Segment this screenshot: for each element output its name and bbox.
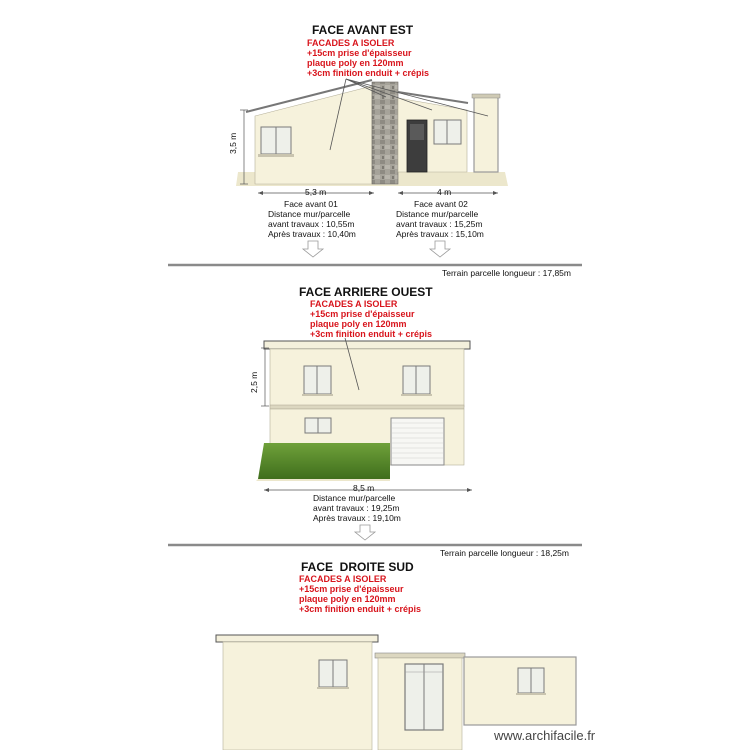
dim-arrow xyxy=(467,488,472,492)
note-line-3: plaque poly en 120mm xyxy=(310,319,407,329)
down-arrow-icon xyxy=(303,241,323,257)
info-line: Face avant 02 xyxy=(414,199,468,209)
note-line-1: FACADES A ISOLER xyxy=(299,574,387,584)
width-dim-label-1: 5,3 m xyxy=(305,187,327,197)
note-line-2: +15cm prise d'épaisseur xyxy=(310,309,415,319)
info-line: Distance mur/parcelle xyxy=(268,209,351,219)
dim-arrow xyxy=(369,191,374,195)
left-block-wall xyxy=(223,642,372,750)
right-block-wall xyxy=(474,96,498,172)
floor-band xyxy=(270,405,464,409)
info-line: Face avant 01 xyxy=(284,199,338,209)
front-door-glass xyxy=(410,124,424,140)
middle-block-cap xyxy=(375,653,465,658)
watermark: www.archifacile.fr xyxy=(494,728,596,743)
dim-arrow xyxy=(398,191,403,195)
section-face-arriere-ouest xyxy=(168,285,582,558)
terrain-length-ouest: Terrain parcelle longueur : 18,25m xyxy=(440,548,569,558)
note-line-3: plaque poly en 120mm xyxy=(299,594,396,604)
height-dimension-ouest xyxy=(249,348,269,406)
note-line-3: plaque poly en 120mm xyxy=(307,58,404,68)
terrain-length-est: Terrain parcelle longueur : 17,85m xyxy=(442,268,571,278)
section-face-droite-sud xyxy=(216,560,596,750)
info-block-ouest xyxy=(313,493,401,523)
width-dim-label-2: 4 m xyxy=(437,187,452,197)
info-line: avant travaux : 15,25m xyxy=(396,219,483,229)
house-elevation-est xyxy=(236,79,508,186)
dim-arrow xyxy=(264,488,269,492)
window-sill xyxy=(302,394,333,396)
info-line: Distance mur/parcelle xyxy=(396,209,479,219)
ground-strip xyxy=(256,479,390,481)
info-line: avant travaux : 10,55m xyxy=(268,219,355,229)
facade-note-ouest xyxy=(310,299,432,339)
info-line: avant travaux : 19,25m xyxy=(313,503,400,513)
grass-slope xyxy=(258,443,390,479)
info-line: Après travaux : 15,10m xyxy=(396,229,484,239)
height-dim-label: 3,5 m xyxy=(228,132,238,154)
stone-pillar xyxy=(372,82,398,184)
facade-note-sud xyxy=(299,574,421,614)
title-face-droite-sud: FACE DROITE SUD xyxy=(301,560,414,574)
info-block-face-avant-01 xyxy=(268,199,356,239)
note-line-4: +3cm finition enduit + crépis xyxy=(310,329,433,339)
roof-slab xyxy=(216,635,378,642)
window-left-sill xyxy=(258,154,294,157)
section-face-avant-est xyxy=(168,23,582,278)
right-block-cap xyxy=(472,94,500,98)
info-block-face-avant-02 xyxy=(396,199,484,239)
info-line: Distance mur/parcelle xyxy=(313,493,396,503)
width-dimension-ouest xyxy=(264,483,472,493)
note-line-1: FACADES A ISOLER xyxy=(310,299,398,309)
note-line-1: FACADES A ISOLER xyxy=(307,38,395,48)
note-line-2: +15cm prise d'épaisseur xyxy=(299,584,404,594)
down-arrow-icon xyxy=(355,525,375,540)
window-sill xyxy=(317,687,349,689)
title-face-arriere-ouest: FACE ARRIERE OUEST xyxy=(299,285,433,299)
facade-note-est xyxy=(307,38,429,78)
house-elevation-ouest xyxy=(256,338,470,481)
dim-arrow xyxy=(258,191,263,195)
down-arrow-icon xyxy=(430,241,450,257)
note-line-2: +15cm prise d'épaisseur xyxy=(307,48,412,58)
info-line: Après travaux : 10,40m xyxy=(268,229,356,239)
roof-slab xyxy=(264,341,470,349)
upper-floor-wall xyxy=(270,349,464,407)
width-dim-label: 8,5 m xyxy=(353,483,375,493)
dim-arrow xyxy=(493,191,498,195)
width-dimensions-est xyxy=(258,187,498,197)
height-dim-label: 2,5 m xyxy=(249,371,259,393)
window-sill xyxy=(516,693,546,695)
window-sill xyxy=(401,394,432,396)
info-line: Après travaux : 19,10m xyxy=(313,513,401,523)
title-face-avant-est: FACE AVANT EST xyxy=(312,23,414,37)
note-line-4: +3cm finition enduit + crépis xyxy=(307,68,430,78)
note-line-4: +3cm finition enduit + crépis xyxy=(299,604,422,614)
